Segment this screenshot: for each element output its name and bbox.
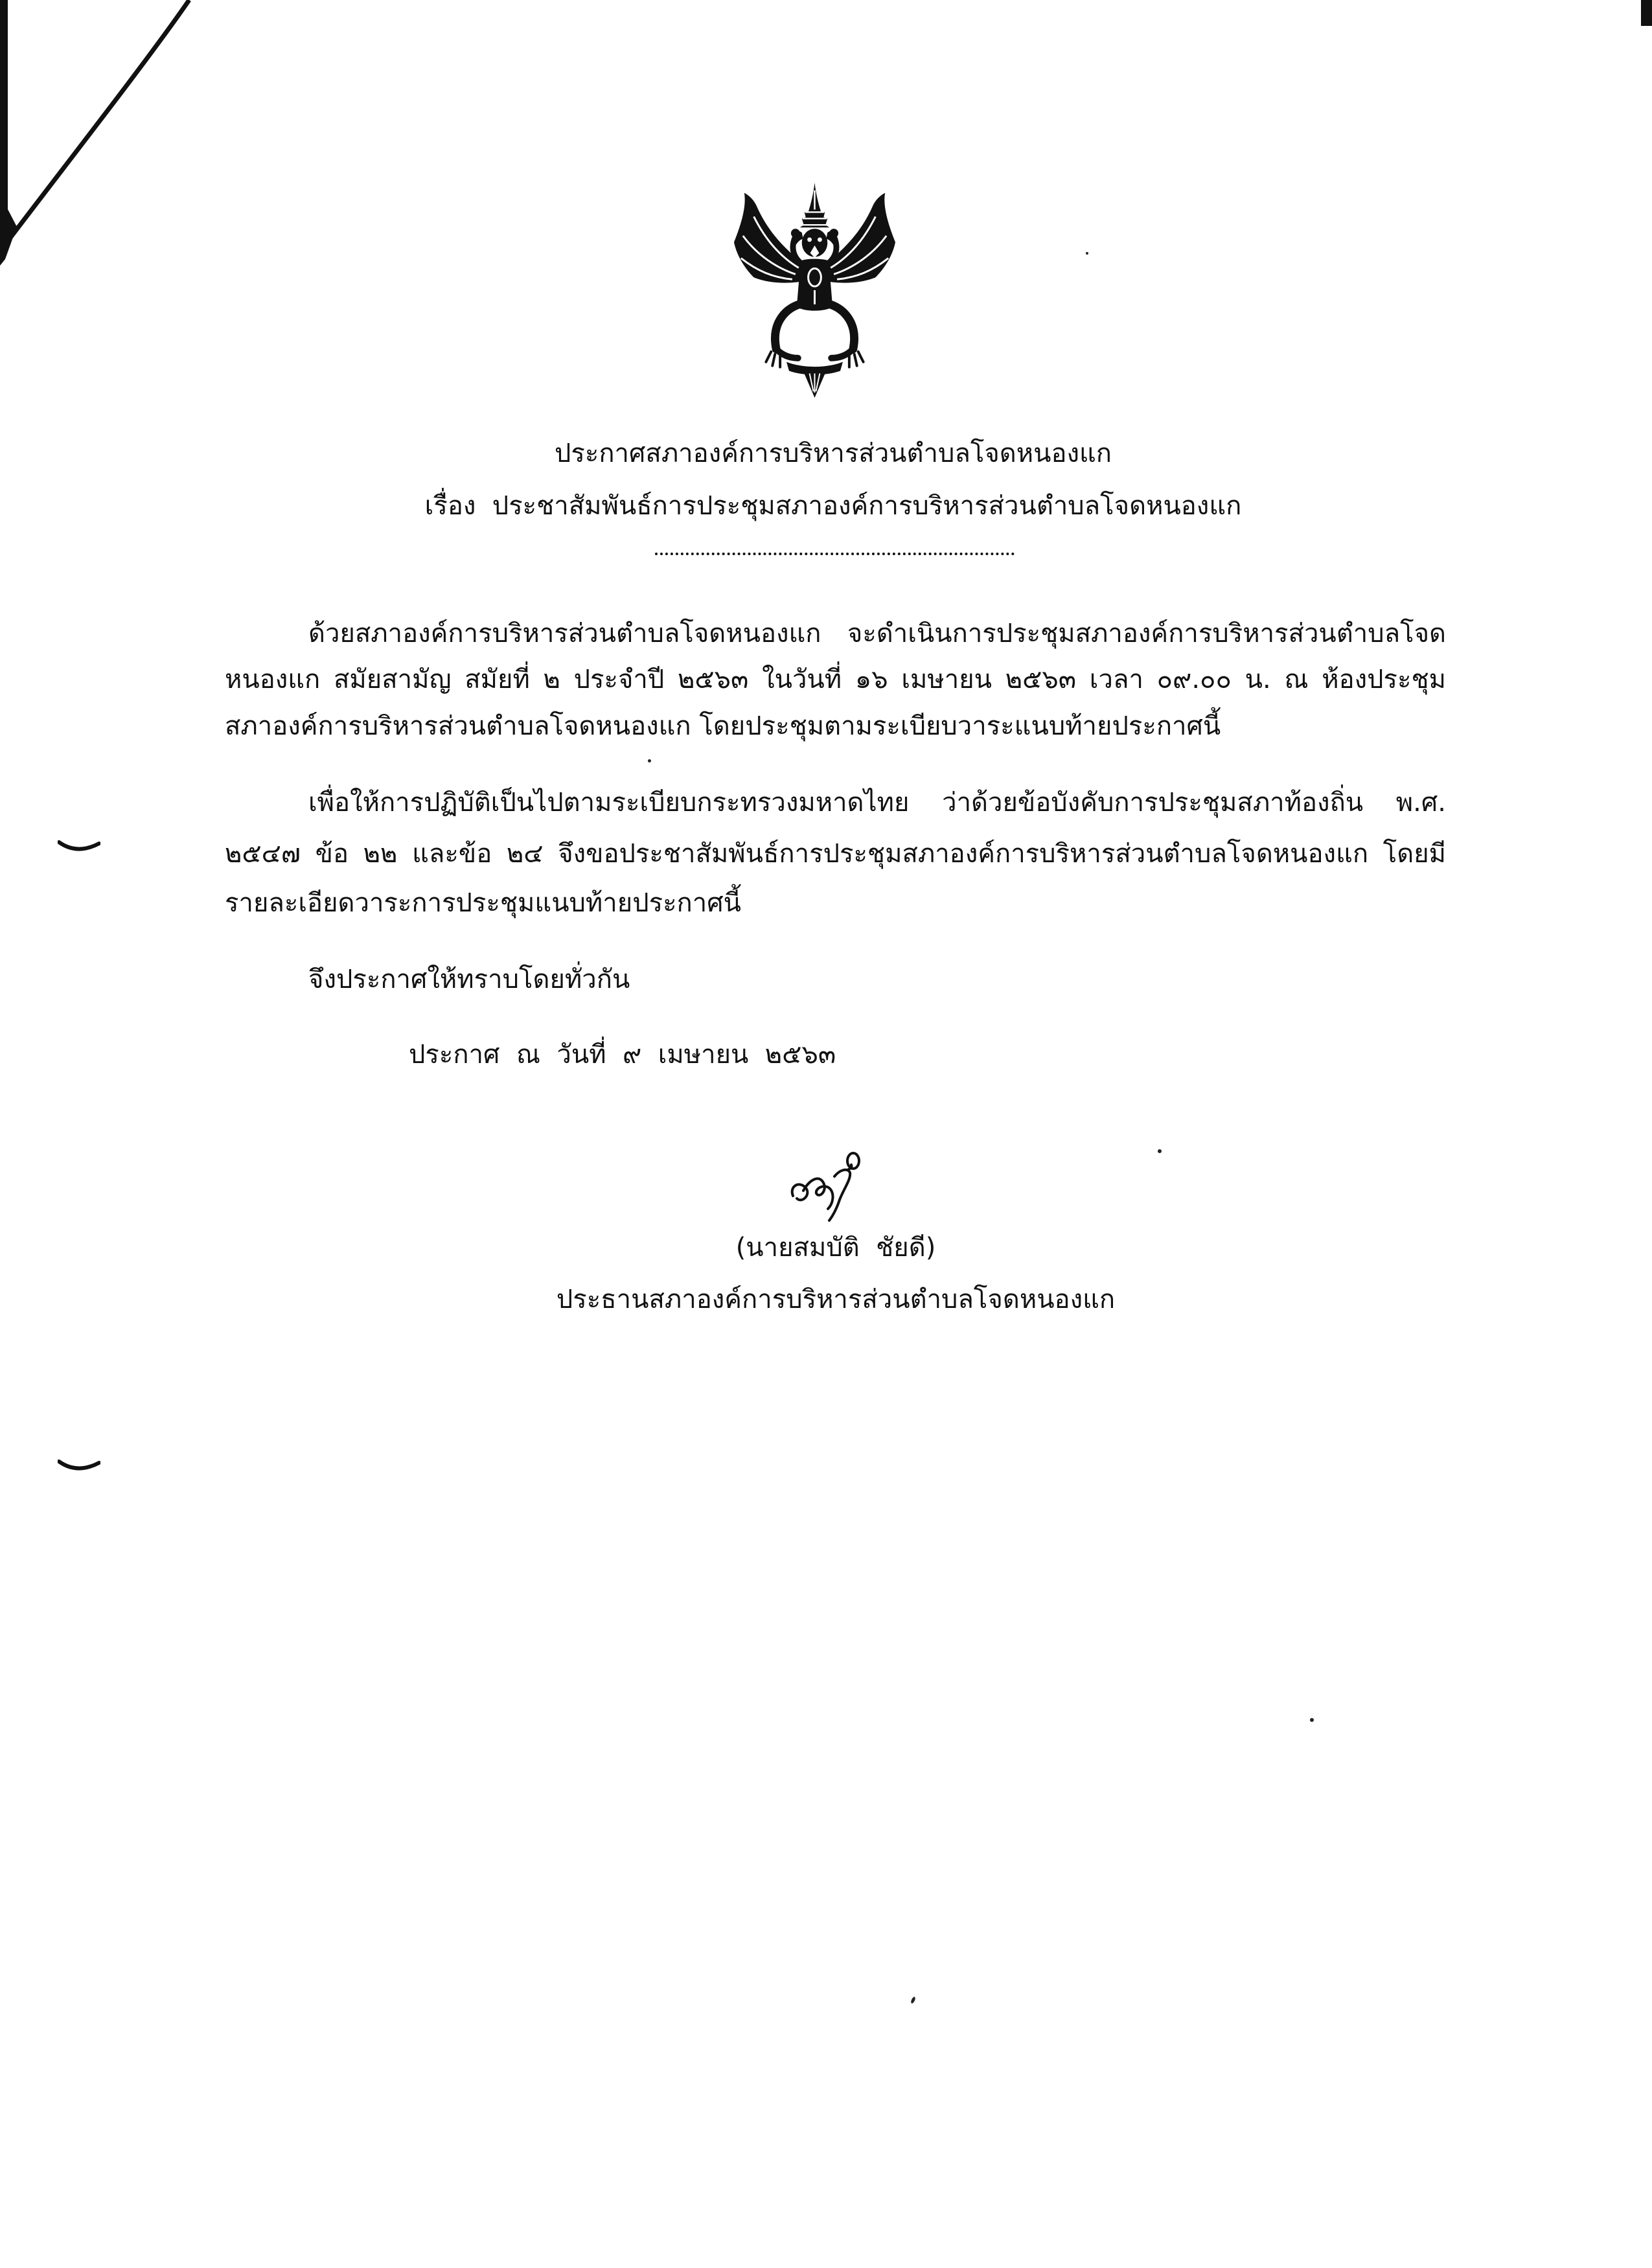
scan-speck	[1158, 1149, 1162, 1153]
paragraph-1-line-2: หนองแก สมัยสามัญ สมัยที่ ๒ ประจำปี ๒๕๖๓ ในวันที่ ๑๖ เมษายน ๒๕๖๓ เวลา ๐๙.๐๐ น. ณ ห้องประชุม	[225, 665, 1446, 694]
dotted-separator	[655, 553, 1015, 555]
scan-speck	[1086, 252, 1088, 255]
closing-statement: จึงประกาศให้ทราบโดยทั่วกัน	[308, 965, 630, 994]
scan-speck	[648, 759, 651, 762]
signatory-name: (นายสมบัติ ชัยดี)	[735, 1233, 936, 1263]
punch-mark-upper	[58, 840, 100, 856]
paragraph-1-line-1: ด้วยสภาองค์การบริหารส่วนตำบลโจดหนองแก จะดำเนินการประชุมสภาองค์การบริหารส่วนตำบลโจด	[308, 619, 1446, 648]
paragraph-2-line-3: รายละเอียดวาระการประชุมแนบท้ายประกาศนี้	[225, 888, 741, 918]
garuda-emblem-icon	[731, 181, 898, 399]
announcement-subject: เรื่อง ประชาสัมพันธ์การประชุมสภาองค์การบริหารส่วนตำบลโจดหนองแก	[424, 491, 1242, 521]
signatory-position: ประธานสภาองค์การบริหารส่วนตำบลโจดหนองแก	[556, 1285, 1116, 1314]
handwritten-signature-icon	[788, 1151, 872, 1225]
scan-speck	[910, 1996, 916, 2004]
announcement-title: ประกาศสภาองค์การบริหารส่วนตำบลโจดหนองแก	[554, 439, 1112, 468]
punch-mark-lower	[58, 1459, 100, 1476]
paragraph-1-line-3: สภาองค์การบริหารส่วนตำบลโจดหนองแก โดยประชุมตามระเบียบวาระแนบท้ายประกาศนี้	[225, 711, 1221, 741]
scan-speck	[1310, 1718, 1314, 1722]
corner-fold-mark	[0, 0, 201, 266]
paragraph-2-line-1: เพื่อให้การปฏิบัติเป็นไปตามระเบียบกระทรวงมหาดไทย ว่าด้วยข้อบังคับการประชุมสภาท้องถิ่น พ.ศ.	[308, 788, 1446, 818]
announcement-date: ประกาศ ณ วันที่ ๙ เมษายน ๒๕๖๓	[409, 1040, 836, 1070]
paragraph-2-line-2: ๒๕๔๗ ข้อ ๒๒ และข้อ ๒๔ จึงขอประชาสัมพันธ์การประชุมสภาองค์การบริหารส่วนตำบลโจดหนองแก โดยมี	[225, 839, 1446, 869]
edge-mark	[1641, 0, 1652, 26]
